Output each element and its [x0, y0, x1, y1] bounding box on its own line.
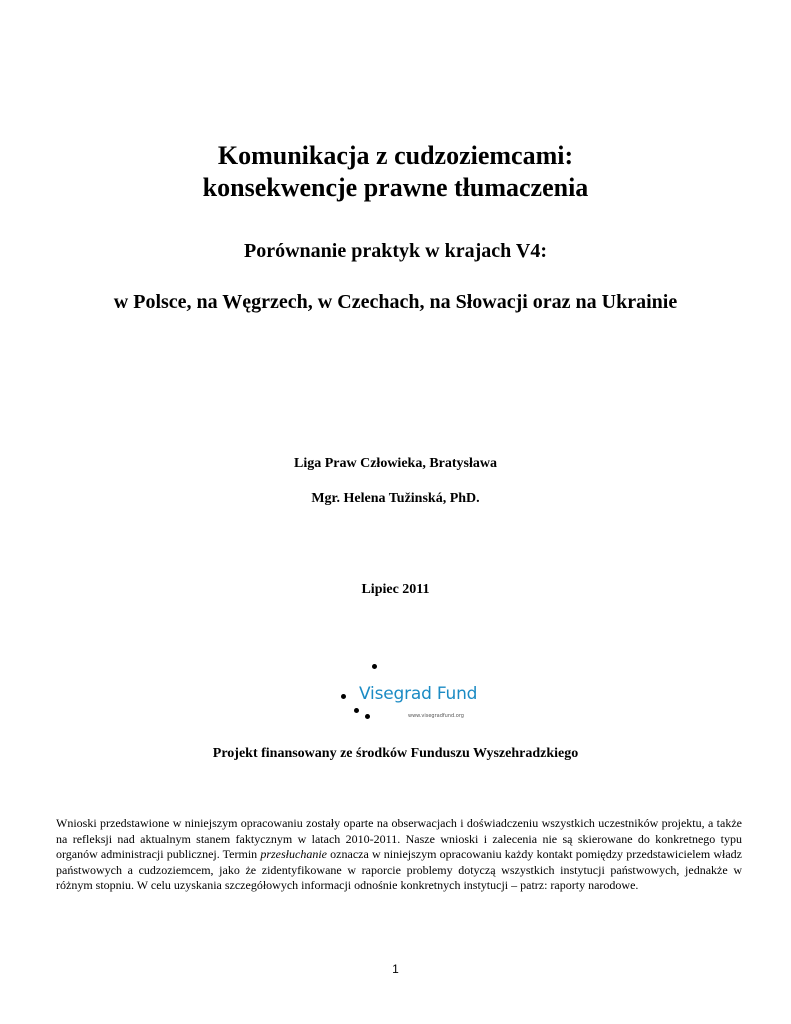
countries-line: w Polsce, na Węgrzech, w Czechach, na Słowacji oraz na Ukrainie: [113, 291, 678, 313]
logo-dot-icon: [365, 714, 370, 719]
author-name: Mgr. Helena Tužinská, PhD.: [311, 491, 480, 506]
disclaimer-term: przesłuchanie: [260, 847, 327, 861]
page-number: 1: [392, 962, 399, 976]
logo-url: www.visegradfund.org: [408, 713, 464, 719]
document-subtitle: Porównanie praktyk w krajach V4:: [244, 240, 547, 262]
organization-name: Liga Praw Człowieka, Bratysława: [294, 456, 497, 471]
funding-statement: Projekt finansowany ze środków Funduszu Wyszehradzkiego: [212, 746, 579, 761]
logo-dot-icon: [372, 664, 377, 669]
visegrad-fund-logo: [336, 664, 478, 726]
title-line-2: konsekwencje prawne tłumaczenia: [202, 173, 589, 202]
title-line-1: Komunikacja z cudzoziemcami:: [217, 141, 574, 170]
publication-date: Lipiec 2011: [361, 582, 430, 597]
logo-dot-icon: [354, 708, 359, 713]
logo-wordmark: Visegrad Fund: [359, 684, 478, 704]
disclaimer-text-part1: Wnioski przedstawione w niniejszym opracowaniu zostały oparte na obserwacjach i doświadczeniu wszystkich uczestników projektu, a także na refleksji nad aktualnym stanem faktycznym w latach 2010-2011. Nasze wnioski i zalecenia nie są skierowane do konkretnego typu organów administracji publicznej. Termin: [56, 816, 742, 861]
document-title: [0, 140, 791, 204]
disclaimer-text-part2: oznacza w niniejszym opracowaniu każdy kontakt pomiędzy przedstawicielem władz państwowych a cudzoziemcem, jako że zidentyfikowane w raporcie problemy dotyczą wszystkich instytucji państwowych, jednakże w różnym stopniu. W celu uzyskania szczegółowych informacji odnośnie konkretnych instytucji – patrz: raporty narodowe.: [56, 847, 743, 892]
logo-dot-icon: [341, 694, 346, 699]
disclaimer-paragraph: [56, 816, 742, 894]
